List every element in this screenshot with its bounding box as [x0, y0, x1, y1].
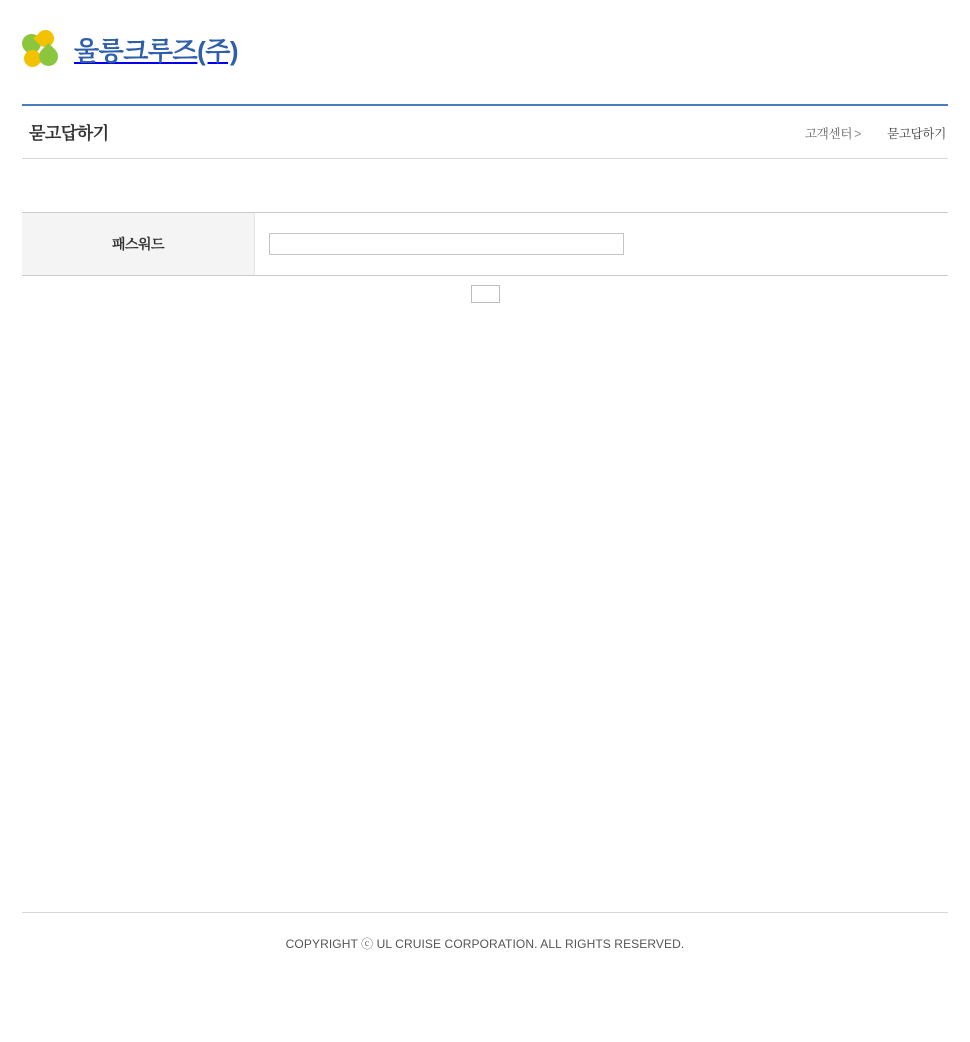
main-content	[22, 159, 948, 307]
breadcrumb-current: 묻고답하기	[887, 127, 946, 141]
breadcrumb-separator: >	[854, 127, 862, 141]
submit-button[interactable]	[471, 285, 500, 303]
breadcrumb-parent[interactable]: 고객센터	[805, 127, 853, 141]
breadcrumb	[805, 124, 946, 142]
page-title: 묻고답하기	[29, 124, 109, 143]
logo-text-main: 울릉크루즈	[74, 36, 198, 66]
site-header	[0, 0, 970, 104]
site-logo-link[interactable]	[22, 30, 238, 72]
logo-text-sub: (주)	[197, 36, 239, 66]
logo-text	[74, 38, 238, 64]
password-form-table	[22, 212, 948, 276]
site-footer	[22, 912, 948, 952]
pinwheel-flower-logo-icon	[22, 30, 64, 72]
table-row	[22, 213, 948, 276]
password-label: 패스워드	[22, 213, 255, 276]
password-field-cell	[255, 213, 949, 276]
content-spacer	[22, 159, 948, 212]
form-actions	[22, 285, 948, 307]
copyright-text: COPYRIGHT ⓒ UL CRUISE CORPORATION. ALL RIGHTS RESERVED.	[285, 937, 685, 951]
page-titlebar	[22, 104, 948, 159]
password-input[interactable]	[269, 233, 624, 255]
